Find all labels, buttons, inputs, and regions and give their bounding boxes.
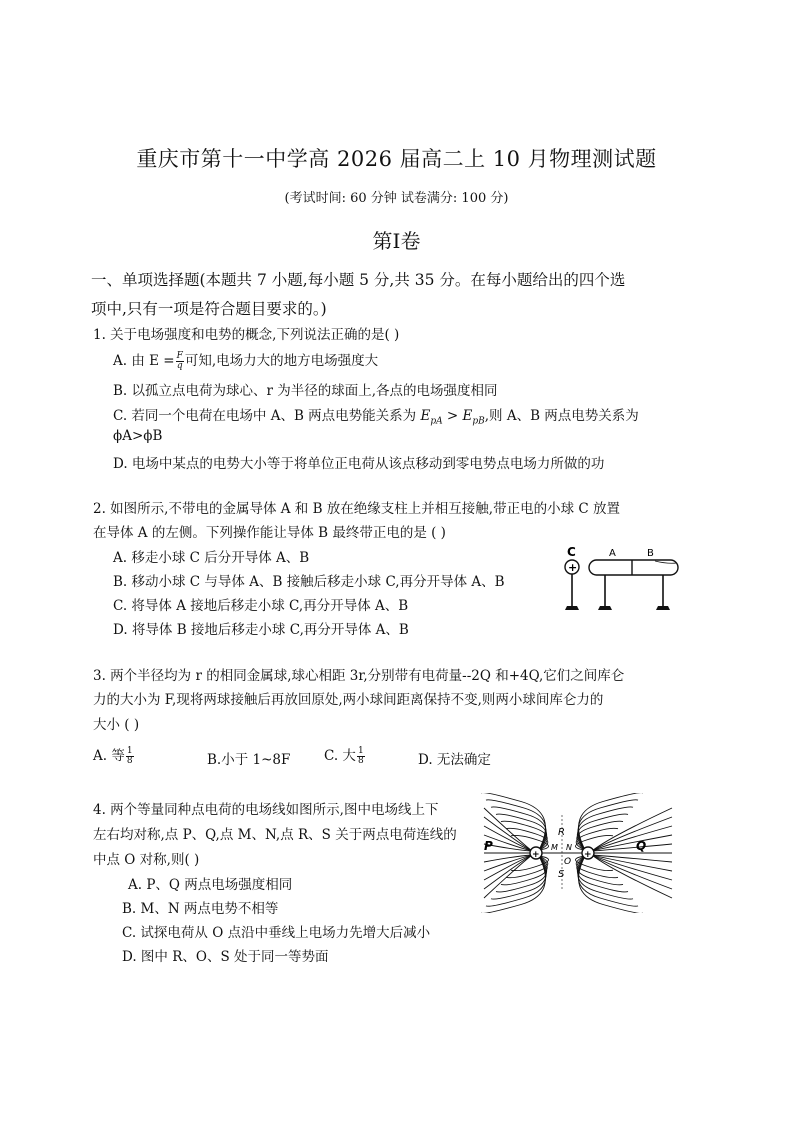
q1-stem: 1. 关于电场强度和电势的概念,下列说法正确的是( ): [93, 327, 400, 343]
q4-label-o: O: [564, 857, 572, 867]
q3-stem-line3: 大小 ( ): [93, 717, 140, 733]
field-line: [484, 855, 532, 898]
q1-option-c-line2: ϕA>ϕB: [113, 428, 163, 444]
q3-option-a-fraction: [126, 747, 134, 766]
q2-label-b: B: [647, 548, 654, 559]
q4-option-c: C. 试探电荷从 O 点沿中垂线上电场力先增大后减小: [122, 925, 431, 941]
q1-ep-b-sub: pB: [472, 416, 485, 427]
q1-option-a: [113, 349, 378, 371]
q4-label-q: Q: [636, 839, 647, 853]
q4-label-m: M: [551, 843, 558, 852]
field-line: [592, 817, 672, 851]
q4-option-a: A. P、Q 两点电场强度相同: [128, 877, 293, 893]
q4-label-n: N: [566, 843, 572, 852]
q1-option-b: B. 以孤立点电荷为球心、r 为半径的球面上,各点的电场强度相同: [113, 383, 498, 399]
q4-stem-line1: 4. 两个等量同种点电荷的电场线如图所示,图中电场线上下: [93, 802, 439, 818]
q3-option-c-fraction: [357, 747, 365, 766]
page-title: 重庆市第十一中学高 2026 届高二上 10 月物理测试题: [136, 147, 657, 171]
q2-base-b: [656, 606, 670, 610]
q1-fraction: [176, 352, 184, 371]
q2-option-a: A. 移走小球 C 后分开导体 A、B: [113, 550, 310, 566]
q2-option-b: B. 移动小球 C 与导体 A、B 接触后移走小球 C,再分开导体 A、B: [113, 574, 505, 590]
q1-greater-than: >: [442, 408, 463, 424]
field-line: [484, 855, 532, 889]
q1-option-c-text: ,则 A、B 两点电势关系为: [484, 408, 639, 424]
q4-option-d: D. 图中 R、O、S 处于同一等势面: [122, 949, 329, 965]
q2-base-a: [598, 606, 612, 610]
q1-option-c-prefix: C. 若同一个电荷在电场中 A、B 两点电势能关系为: [113, 408, 421, 424]
q3-option-b: B.小于 1~8F: [207, 752, 291, 768]
q3-stem-line1: 3. 两个半径均为 r 的相同金属球,球心相距 3r,分别带有电荷量--2Q 和+4Q,它们之间库仑: [93, 668, 625, 684]
section-heading-line2: 项中,只有一项是符合题目要求的。): [91, 300, 327, 318]
q2-option-d: D. 将导体 B 接地后移走小球 C,再分开导体 A、B: [113, 622, 409, 638]
q4-label-r: R: [558, 827, 565, 838]
q1-option-a-text: 可知,电场力大的地方电场强度大: [184, 353, 379, 369]
q2-plus-sign: +: [568, 561, 578, 574]
q1-fraction-num: F: [176, 351, 183, 361]
q2-base-c: [565, 606, 579, 610]
q3-option-a-prefix: A. 等: [93, 748, 125, 764]
q2-label-a: A: [609, 548, 616, 559]
section-heading-line1: 一、单项选择题(本题共 7 小题,每小题 5 分,共 35 分。在每小题给出的四个选: [91, 271, 626, 289]
exam-info: (考试时间: 60 分钟 试卷满分: 100 分): [284, 191, 509, 206]
q2-stem-line1: 2. 如图所示,不带电的金属导体 A 和 B 放在绝缘支柱上并相互接触,带正电的小球 C 放置: [93, 501, 620, 517]
q2-conductor-ab: [589, 560, 678, 575]
q2-label-c: C: [567, 545, 576, 559]
q4-option-b: B. M、N 两点电势不相等: [122, 901, 279, 917]
q3-option-a-num: 1: [126, 746, 133, 756]
q1-ep-b: E: [462, 408, 473, 424]
q3-option-c-den: 8: [357, 756, 364, 766]
q4-charge-left-sign: +: [532, 850, 540, 860]
q3-option-d: D. 无法确定: [418, 752, 491, 768]
q1-option-a-prefix: A. 由 E =: [113, 353, 175, 369]
volume-heading: 第Ⅰ卷: [372, 229, 421, 253]
q4-stem-line2: 左右均对称,点 P、Q,点 M、N,点 R、S 关于两点电荷连线的: [93, 827, 457, 843]
q1-option-d: D. 电场中某点的电势大小等于将单位正电荷从该点移动到零电势点电场力所做的功: [113, 456, 605, 472]
q1-option-c: [113, 404, 639, 427]
q4-label-p: P: [484, 839, 493, 853]
q3-option-c-num: 1: [357, 746, 364, 756]
q3-option-c: [324, 744, 366, 766]
q4-stem-line3: 中点 O 对称,则( ): [93, 852, 200, 868]
q4-label-s: S: [558, 869, 565, 880]
q3-option-a-den: 8: [126, 756, 133, 766]
q3-option-c-prefix: C. 大: [324, 748, 356, 764]
q2-option-c: C. 将导体 A 接地后移走小球 C,再分开导体 A、B: [113, 598, 409, 614]
q4-field-line-figure: [478, 793, 678, 913]
q2-conductor-figure: [555, 540, 705, 618]
q1-ep-a-sub: pA: [430, 416, 443, 427]
q1-ep-a: E: [420, 408, 431, 424]
field-line: [592, 855, 672, 889]
q3-option-a: [93, 744, 135, 766]
q2-stem-line2: 在导体 A 的左侧。下列操作能让导体 B 最终带正电的是 ( ): [93, 525, 446, 541]
q3-stem-line2: 力的大小为 F,现将两球接触后再放回原处,两小球间距离保持不变,则两小球间库仑力的: [93, 692, 604, 708]
q4-charge-right-sign: +: [584, 850, 592, 860]
q1-fraction-den: q: [176, 361, 183, 371]
